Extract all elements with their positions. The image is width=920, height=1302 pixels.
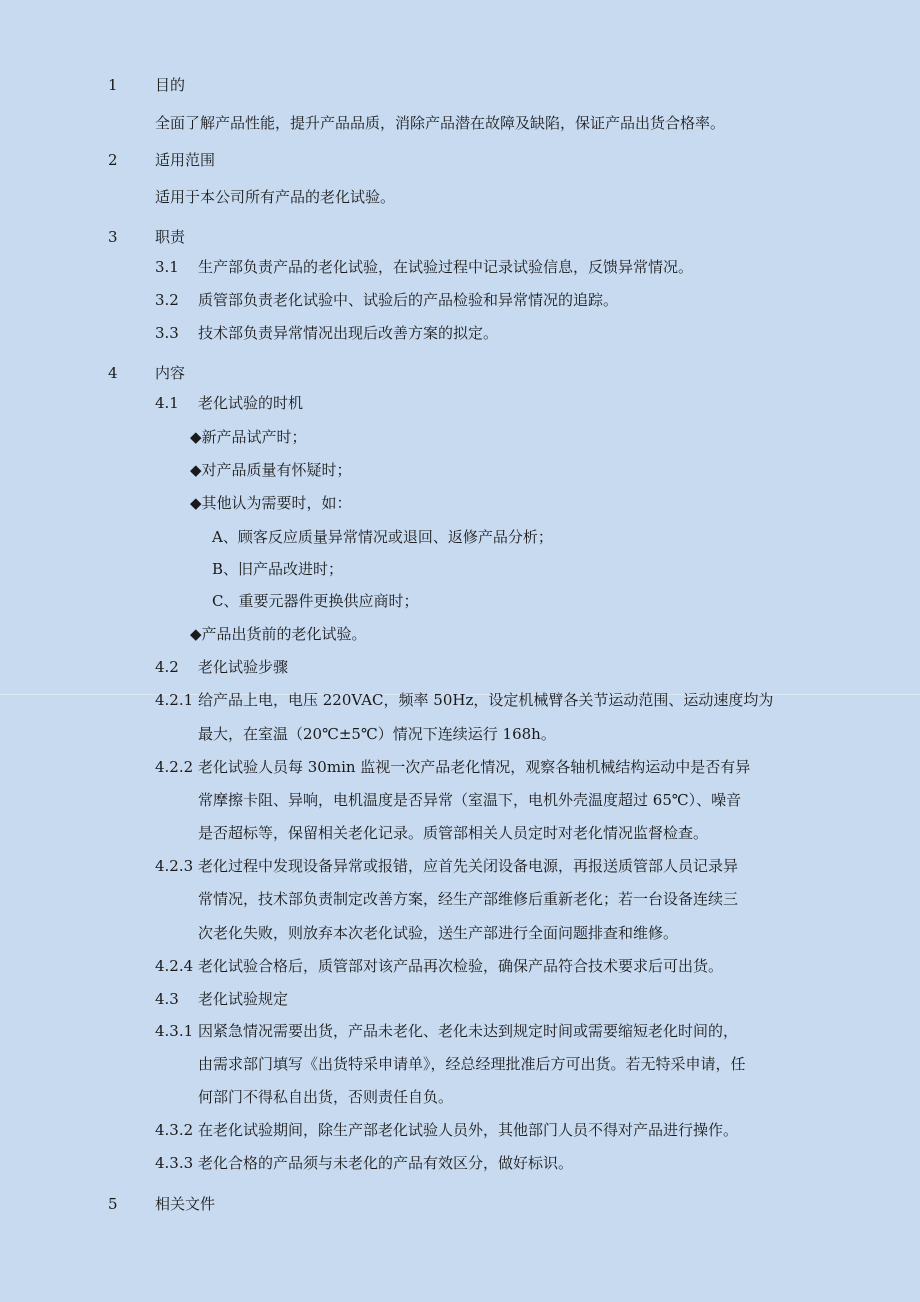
paragraph: 适用于本公司所有产品的老化试验。 <box>155 188 396 206</box>
subsection-number: 4.2 <box>155 658 179 676</box>
subsection-title: 老化试验步骤 <box>198 658 289 676</box>
item-number: 4.2.1 <box>155 691 194 709</box>
item-text: 质管部负责老化试验中、试验后的产品检验和异常情况的追踪。 <box>198 291 619 309</box>
item-number: 3.1 <box>155 258 179 276</box>
section-number: 2 <box>108 151 118 169</box>
section-title-related-documents: 相关文件 <box>155 1195 216 1213</box>
section-number: 5 <box>108 1195 118 1213</box>
item-text: 由需求部门填写《出货特采申请单》，经总经理批准后方可出货。若无特采申请，任 <box>198 1055 746 1073</box>
item-number: 4.3.1 <box>155 1022 194 1040</box>
item-text: 在老化试验期间，除生产部老化试验人员外，其他部门人员不得对产品进行操作。 <box>198 1121 739 1139</box>
item-text: 常情况，技术部负责制定改善方案，经生产部维修后重新老化；若一台设备连续三 <box>198 890 739 908</box>
section-title-scope: 适用范围 <box>155 151 216 169</box>
item-text: 技术部负责异常情况出现后改善方案的拟定。 <box>198 324 499 342</box>
sub-item: A、顾客反应质量异常情况或退回、返修产品分析； <box>212 528 553 546</box>
item-text: 常摩擦卡阻、异响，电机温度是否异常（室温下，电机外壳温度超过 65℃）、噪音 <box>198 791 742 809</box>
item-text: 老化过程中发现设备异常或报错，应首先关闭设备电源，再报送质管部人员记录异 <box>198 857 739 875</box>
bullet-item: ◆新产品试产时； <box>190 428 307 446</box>
item-text: 老化试验合格后，质管部对该产品再次检验，确保产品符合技术要求后可出货。 <box>198 957 724 975</box>
item-number: 4.2.4 <box>155 957 194 975</box>
subsection-number: 4.1 <box>155 394 179 412</box>
item-number: 4.2.2 <box>155 758 194 776</box>
item-text: 何部门不得私自出货，否则责任自负。 <box>198 1088 454 1106</box>
item-number: 4.2.3 <box>155 857 194 875</box>
sub-item: C、重要元器件更换供应商时； <box>212 592 419 610</box>
section-title-purpose: 目的 <box>155 76 186 94</box>
section-title-content: 内容 <box>155 364 186 382</box>
item-number: 3.3 <box>155 324 179 342</box>
item-text: 是否超标等，保留相关老化记录。质管部相关人员定时对老化情况监督检查。 <box>198 824 709 842</box>
bullet-item: ◆产品出货前的老化试验。 <box>190 625 367 643</box>
item-text: 生产部负责产品的老化试验，在试验过程中记录试验信息，反馈异常情况。 <box>198 258 694 276</box>
section-number: 3 <box>108 228 118 246</box>
bullet-item: ◆其他认为需要时，如： <box>190 494 352 512</box>
subsection-title: 老化试验规定 <box>198 990 289 1008</box>
item-text: 次老化失败，则放弃本次老化试验，送生产部进行全面问题排查和维修。 <box>198 924 679 942</box>
paragraph: 全面了解产品性能，提升产品品质，消除产品潜在故障及缺陷，保证产品出货合格率。 <box>155 114 726 132</box>
item-number: 3.2 <box>155 291 179 309</box>
bullet-item: ◆对产品质量有怀疑时； <box>190 461 352 479</box>
item-text: 老化试验人员每 30min 监视一次产品老化情况，观察各轴机械结构运动中是否有异 <box>198 758 751 776</box>
section-title-responsibility: 职责 <box>155 228 186 246</box>
sub-item: B、旧产品改进时； <box>212 560 344 578</box>
item-number: 4.3.3 <box>155 1154 194 1172</box>
section-number: 1 <box>108 76 118 94</box>
section-number: 4 <box>108 364 118 382</box>
item-text: 因紧急情况需要出货，产品未老化、老化未达到规定时间或需要缩短老化时间的， <box>198 1022 739 1040</box>
subsection-number: 4.3 <box>155 990 179 1008</box>
item-text: 最大，在室温（20℃±5℃）情况下连续运行 168h。 <box>198 725 556 743</box>
subsection-title: 老化试验的时机 <box>198 394 304 412</box>
item-text: 老化合格的产品须与未老化的产品有效区分，做好标识。 <box>198 1154 574 1172</box>
item-number: 4.3.2 <box>155 1121 194 1139</box>
item-text: 给产品上电，电压 220VAC，频率 50Hz，设定机械臂各关节运动范围、运动速度均为 <box>198 691 774 709</box>
